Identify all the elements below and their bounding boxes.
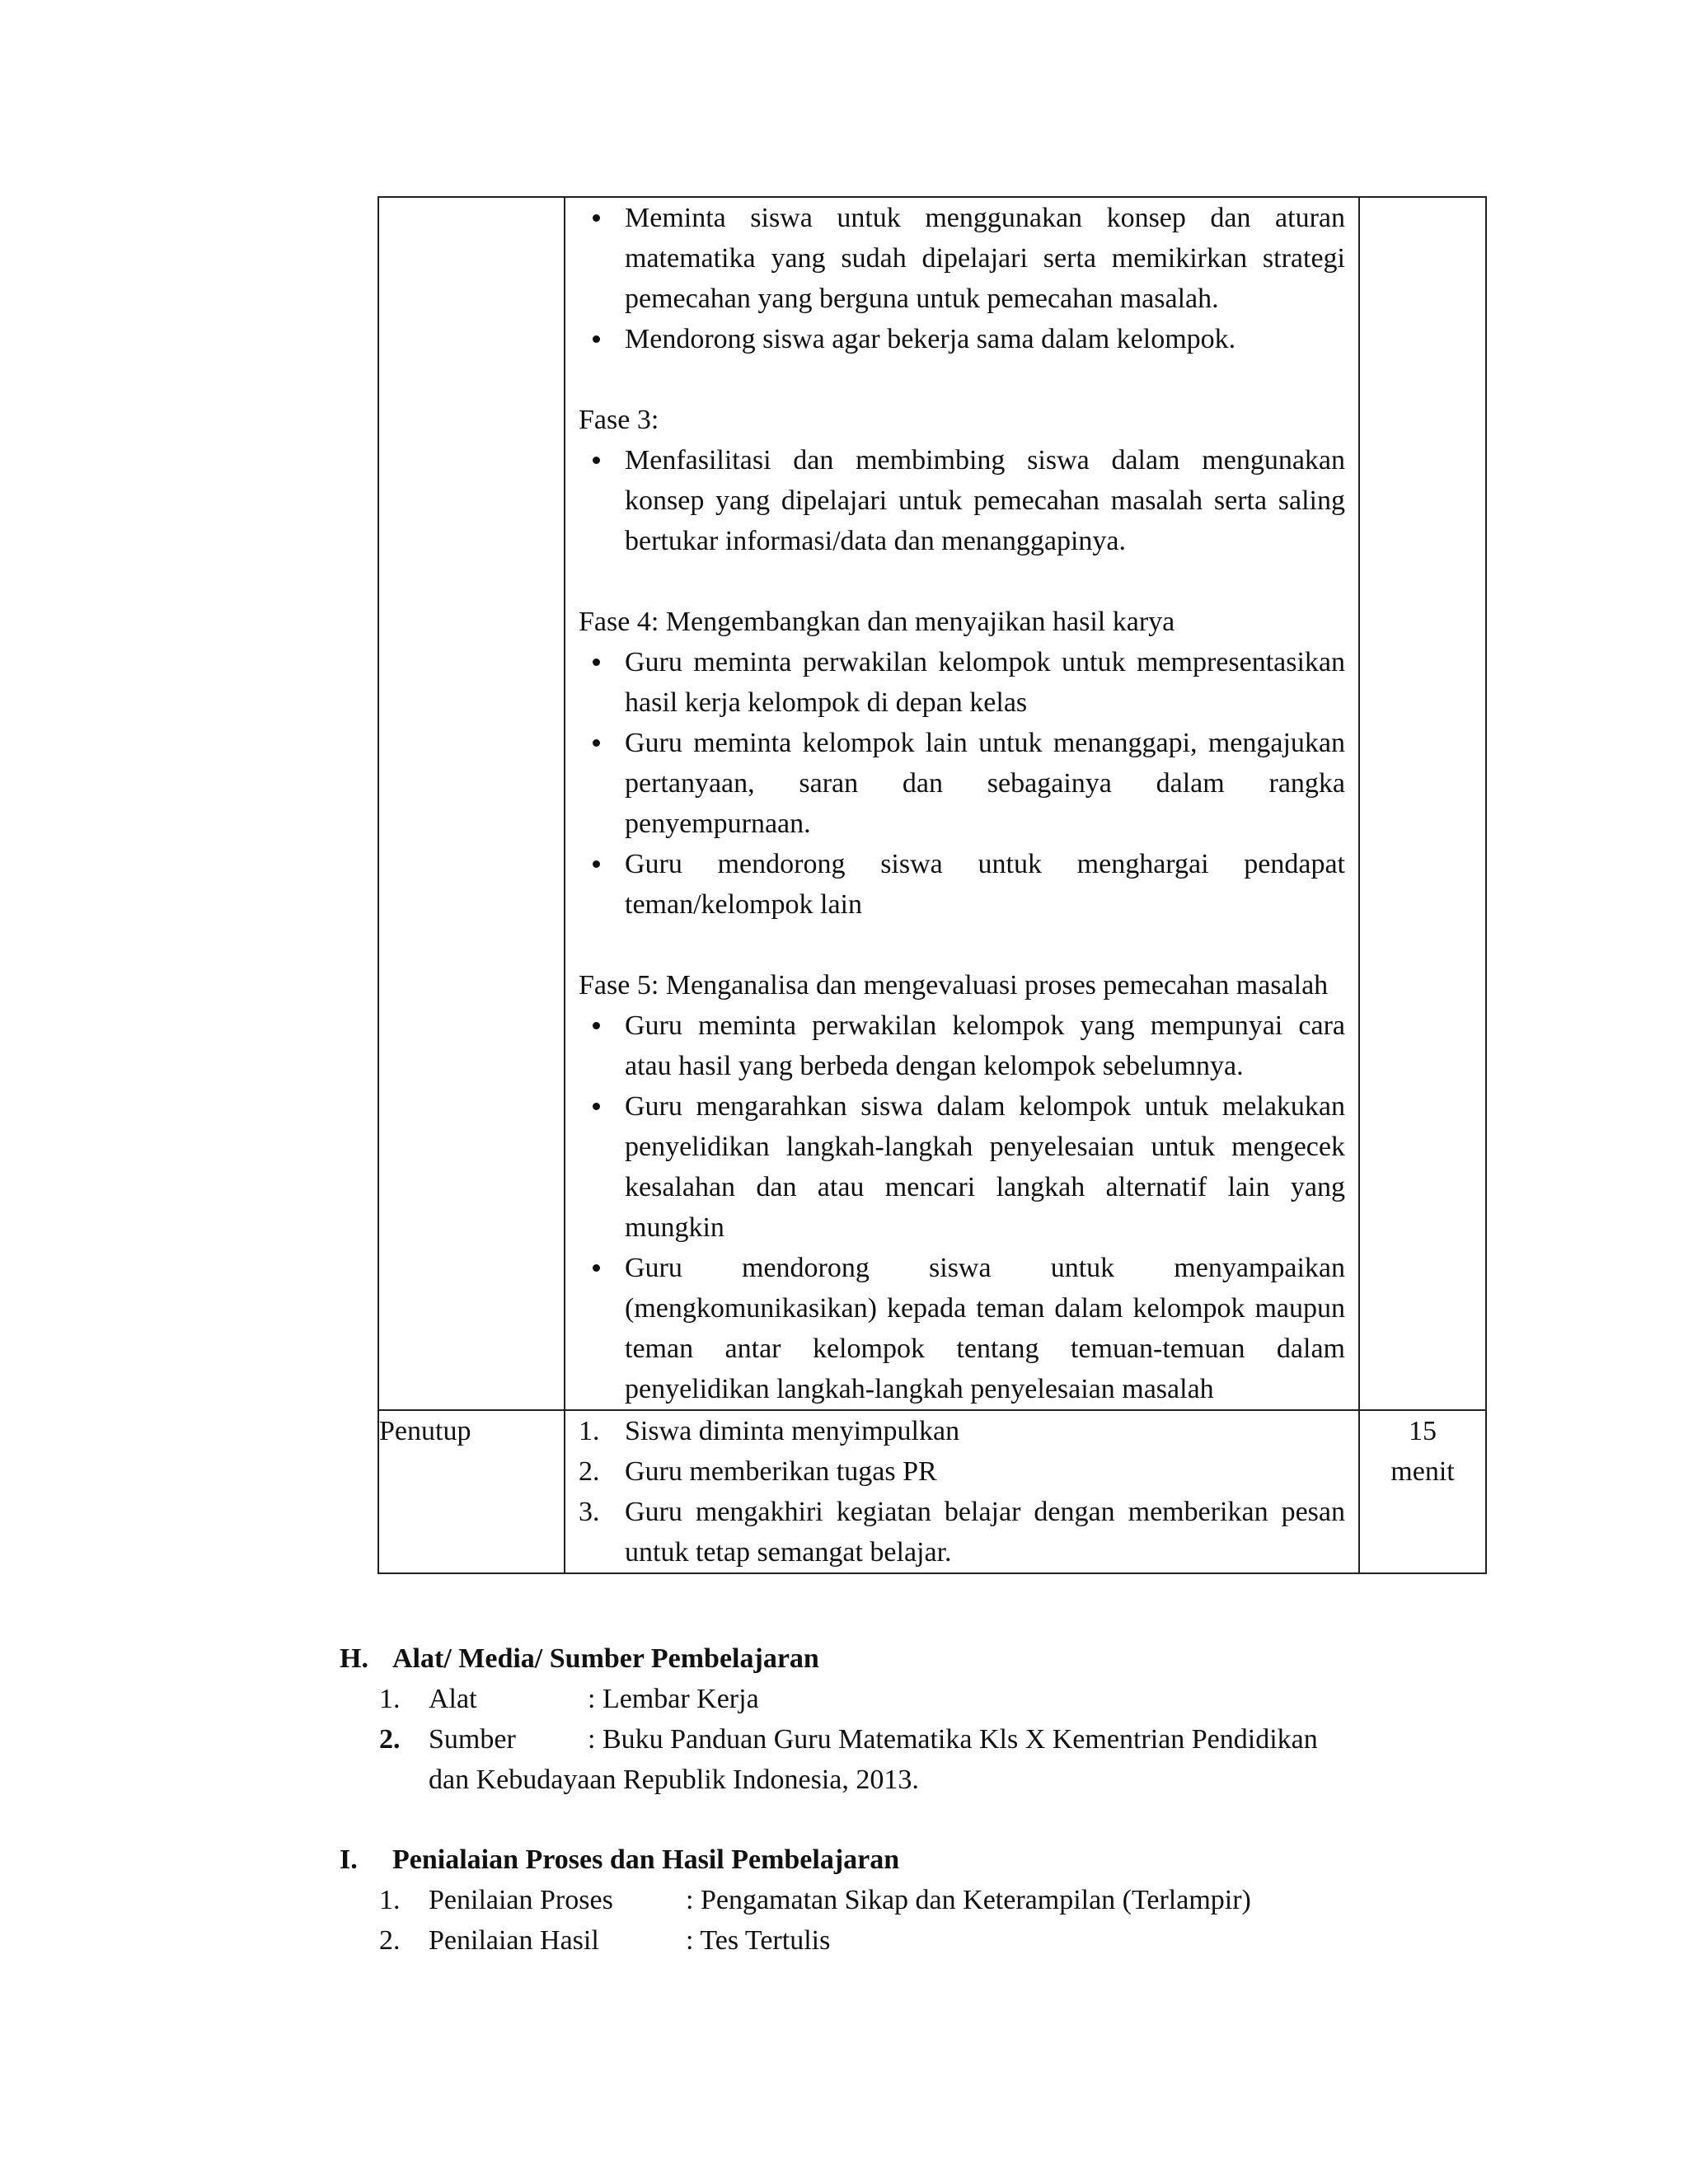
section-heading [340,1638,1493,1679]
item-text: Siswa diminta menyimpulkan [625,1416,960,1446]
stage-cell [378,197,565,1410]
section-heading [340,1840,1493,1880]
lesson-activity-table [377,196,1487,1574]
stage-label: Penutup [378,1410,565,1573]
section-i [340,1840,1493,1961]
item-number: 1. [379,1684,401,1714]
bullet-text: Guru meminta kelompok lain untuk menanggapi, mengajukan pertanyaan, saran dan sebagainya dalam rangka penyempurnaan. [625,728,1345,839]
bullet-text: Meminta siswa untuk menggunakan konsep dan aturan matematika yang sudah dipelajari serta memikirkan strategi pemecahan yang berguna untuk pemecahan masalah. [625,203,1345,314]
table-row [378,1410,1486,1573]
list-item-continuation [340,1760,1493,1800]
bullet-text: Mendorong siswa agar bekerja sama dalam kelompok. [625,324,1236,354]
table-row [378,197,1486,1410]
section-title: Penialaian Proses dan Hasil Pembelajaran [392,1844,900,1875]
duration-cell [1359,1410,1486,1573]
list-item [579,642,1345,723]
item-number: 3. [579,1497,600,1527]
list-item [579,1248,1345,1409]
bullet-text: Guru meminta perwakilan kelompok yang mempunyai cara atau hasil yang berbeda dengan kelompok sebelumnya. [625,1010,1345,1081]
bullet-text: Guru mengarahkan siswa dalam kelompok untuk melakukan penyelidikan langkah-langkah penyelesaian untuk mengecek kesalahan dan atau mencari langkah alternatif lain yang mungkin [625,1091,1345,1243]
bullet-text: Guru mendorong siswa untuk menyampaikan (mengkomunikasikan) kepada teman dalam kelompok maupun teman antar kelompok tentang temuan-temuan dalam penyelidikan langkah-langkah penyelesaian masalah [625,1253,1345,1404]
list-item [579,1411,1345,1451]
item-text: Guru memberikan tugas PR [625,1456,937,1487]
bullet-icon [593,658,600,666]
list-item [579,723,1345,844]
section-h [340,1638,1493,1800]
bullet-icon [593,457,600,464]
item-number: 2. [379,1724,401,1755]
section-letter: H. [340,1643,368,1674]
item-text: Guru mengakhiri kegiatan belajar dengan memberikan pesan untuk tetap semangat belajar. [625,1497,1345,1568]
phase-title: Fase 4: Mengembangkan dan menyajikan hasil karya [579,607,1175,637]
item-key: Alat [429,1684,477,1714]
activity-cell [565,197,1359,1410]
section-title: Alat/ Media/ Sumber Pembelajaran [392,1643,819,1674]
activity-cell [565,1410,1359,1573]
item-key: Sumber [429,1724,516,1755]
phase-title: Fase 5: Menganalisa dan mengevaluasi proses pemecahan masalah [579,970,1329,1001]
list-item [579,198,1345,319]
list-item [579,319,1345,359]
bullet-icon [593,739,600,747]
list-item [579,1005,1345,1086]
item-number: 1. [379,1885,401,1915]
bullet-icon [593,1022,600,1029]
duration-unit: menit [1390,1456,1455,1487]
item-value: : Tes Tertulis [686,1925,831,1956]
item-key: Penilaian Hasil [429,1925,599,1956]
duration-cell [1359,197,1486,1410]
bullet-icon [593,335,600,343]
list-item [340,1719,1493,1760]
list-item [579,440,1345,561]
bullet-icon [593,1103,600,1110]
item-value-continuation: dan Kebudayaan Republik Indonesia, 2013. [429,1765,919,1795]
item-number: 2. [379,1925,401,1956]
section-letter: I. [340,1844,358,1875]
list-item [579,1492,1345,1572]
list-item [340,1679,1493,1719]
item-key: Penilaian Proses [429,1885,613,1915]
item-value: : Lembar Kerja [588,1684,759,1714]
list-item [579,844,1345,925]
bullet-icon [593,1264,600,1272]
bullet-icon [593,214,600,222]
bullet-icon [593,860,600,868]
item-number: 1. [579,1416,600,1446]
bullet-text: Guru meminta perwakilan kelompok untuk mempresentasikan hasil kerja kelompok di depan kelas [625,647,1345,718]
list-item [579,1086,1345,1248]
item-value: : Buku Panduan Guru Matematika Kls X Kementrian Pendidikan [588,1724,1318,1755]
list-item [340,1880,1493,1920]
list-item [340,1920,1493,1961]
list-item [579,1451,1345,1492]
bullet-text: Guru mendorong siswa untuk menghargai pendapat teman/kelompok lain [625,849,1345,920]
item-value: : Pengamatan Sikap dan Keterampilan (Terlampir) [686,1885,1251,1915]
duration-value: 15 [1409,1416,1437,1446]
item-number: 2. [579,1456,600,1487]
bullet-text: Menfasilitasi dan membimbing siswa dalam mengunakan konsep yang dipelajari untuk pemecahan masalah serta saling bertukar informasi/data dan menanggapinya. [625,445,1345,556]
phase-title: Fase 3: [579,405,659,435]
